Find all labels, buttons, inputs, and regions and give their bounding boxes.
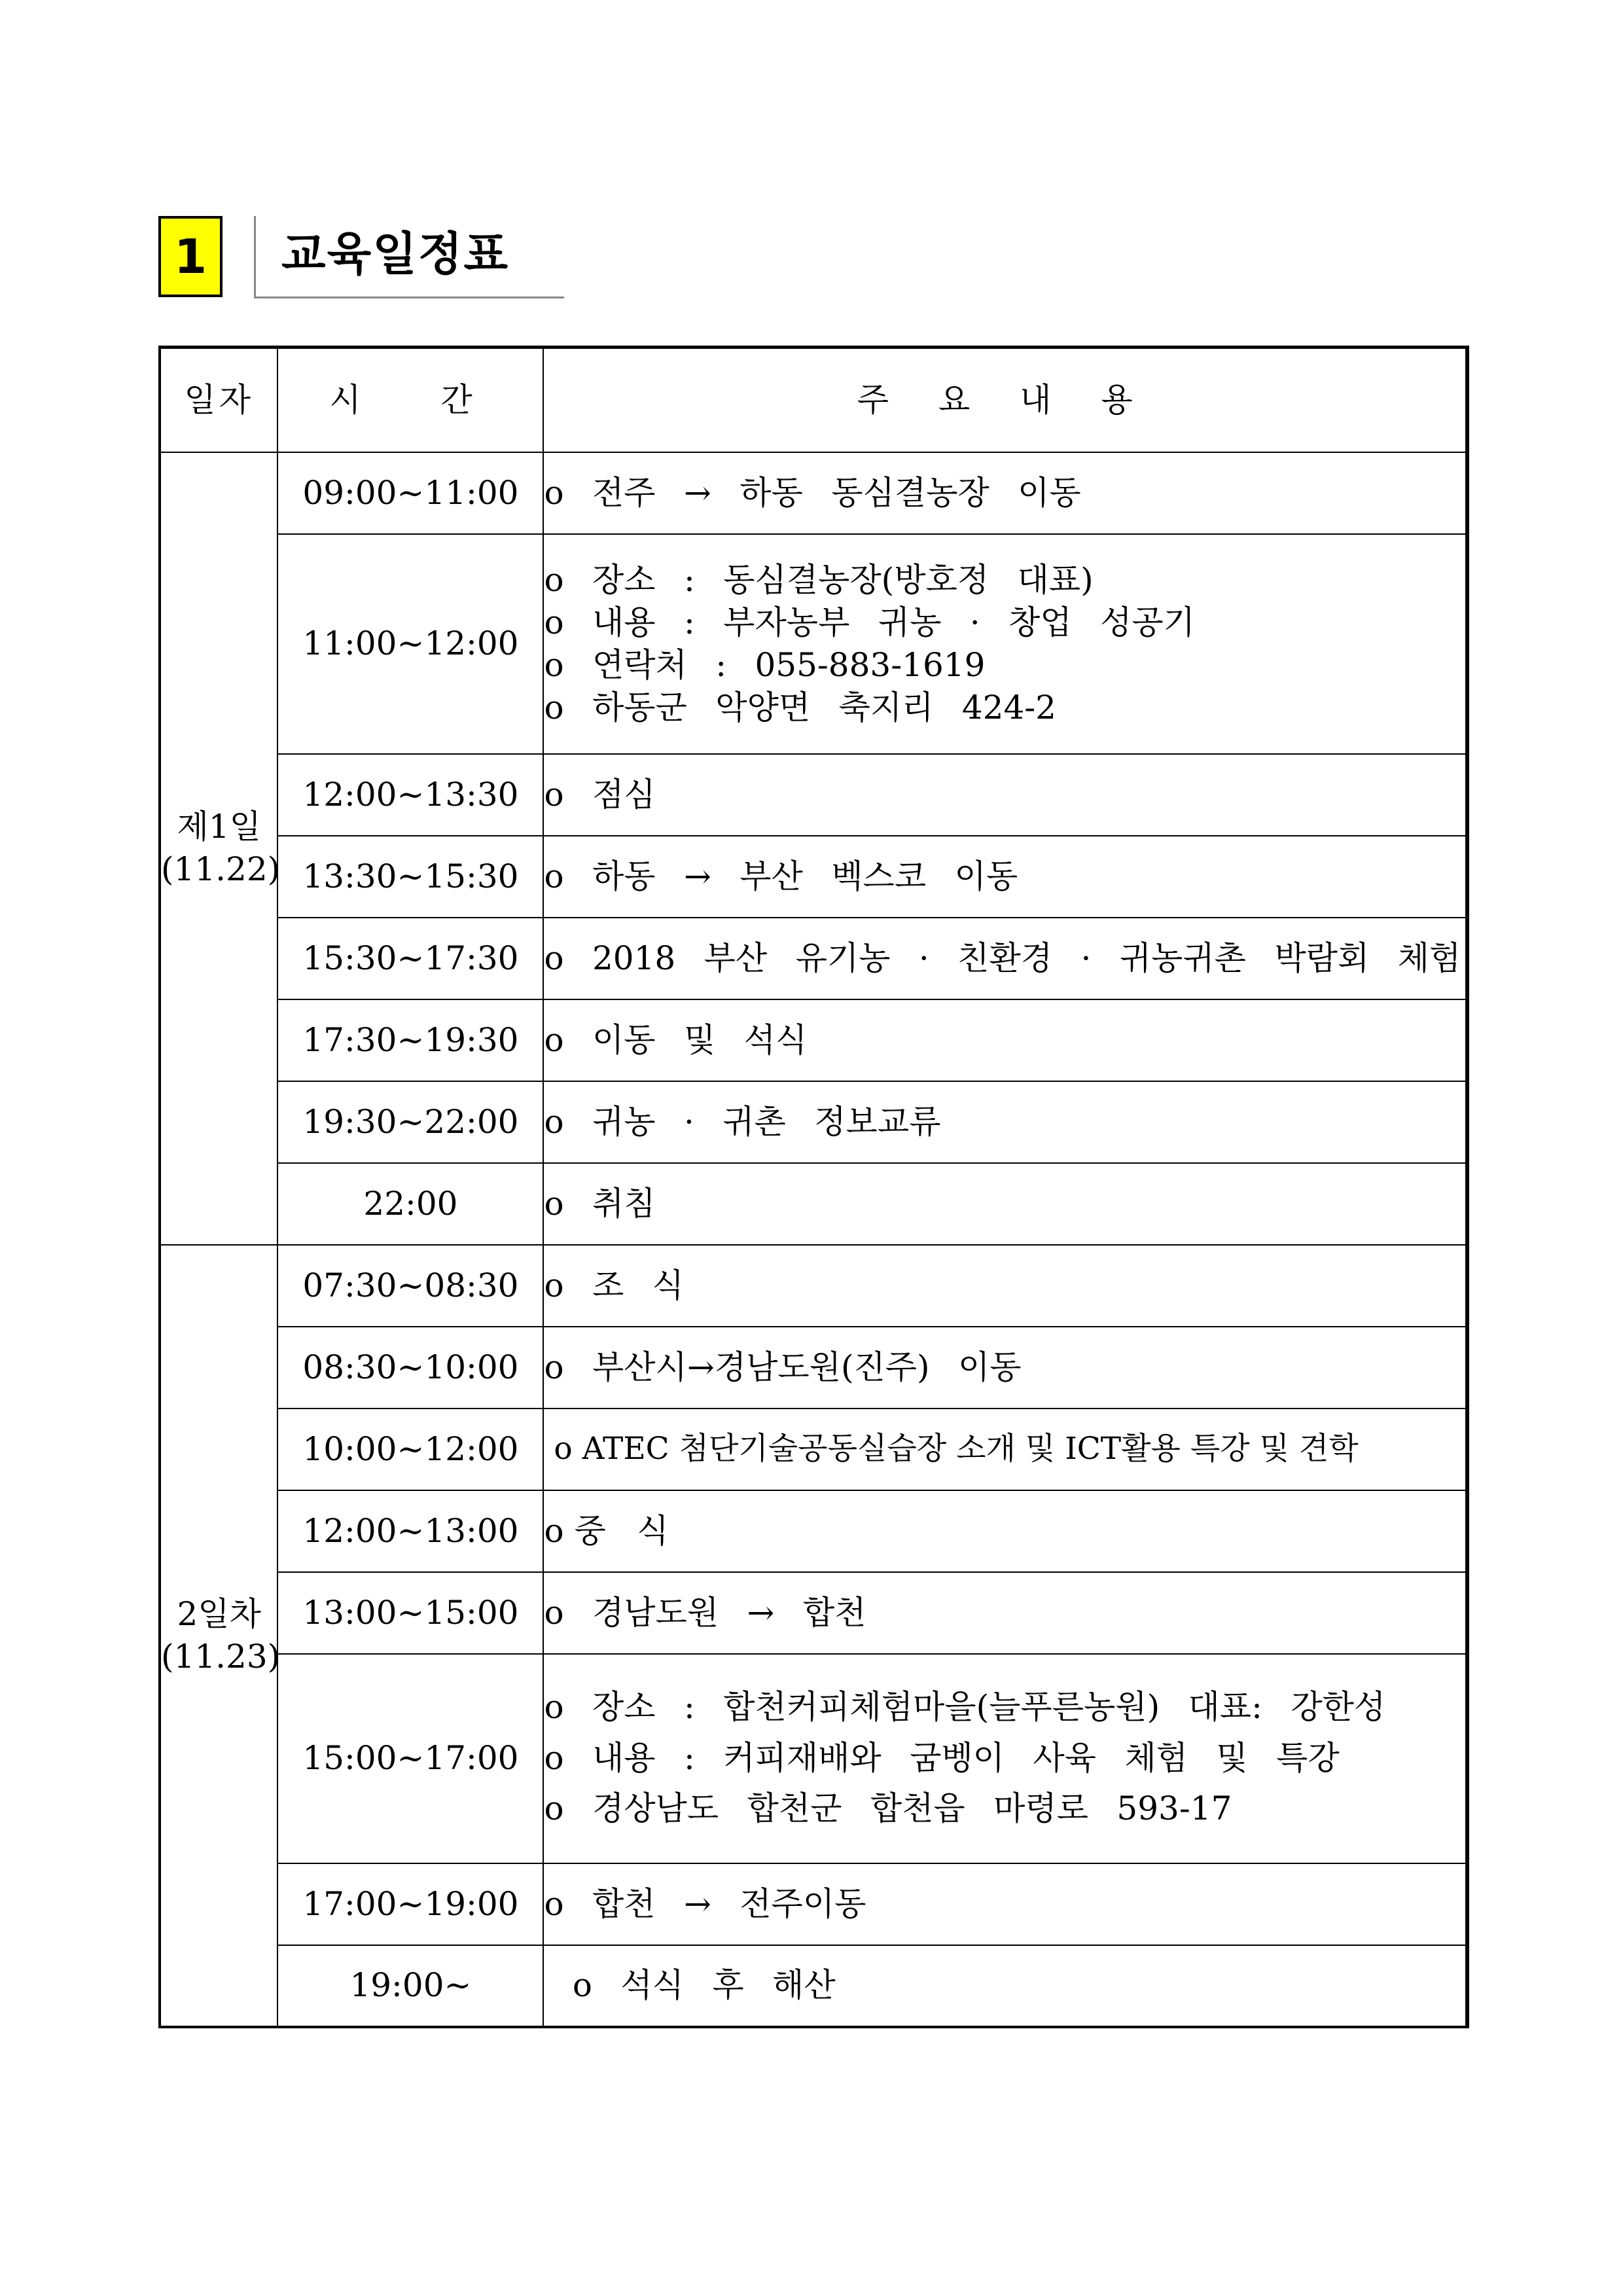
content-cell <box>543 1081 1467 1163</box>
content-line: o 경남도원 → 합천 <box>544 1593 866 1632</box>
content-line: o 점심 <box>544 775 656 814</box>
content-line: o 조 식 <box>544 1266 684 1304</box>
content-cell <box>543 1654 1467 1863</box>
table-row <box>160 452 1467 534</box>
title-underline <box>254 296 564 298</box>
table-row <box>160 1863 1467 1945</box>
time-cell: 17:00∼19:00 <box>277 1863 543 1945</box>
content-line: o 취침 <box>544 1184 656 1223</box>
content-line: o 내용 : 커피재배와 굼벵이 사육 체험 및 특강 <box>544 1738 1340 1777</box>
section-number-box: 1 <box>158 216 223 297</box>
content-cell <box>543 1945 1467 2027</box>
time-cell: 13:30~15:30 <box>277 836 543 918</box>
content-line: o 중 식 <box>544 1511 669 1550</box>
day1-date: (11.22) <box>161 850 281 888</box>
content-line: o 석식 후 해산 <box>544 1966 836 2004</box>
content-cell <box>543 452 1467 534</box>
day2-date: (11.23) <box>161 1637 281 1676</box>
table-header-row <box>160 348 1467 452</box>
table-row <box>160 999 1467 1081</box>
day1-label: 제1일 <box>177 808 261 846</box>
table-row <box>160 1163 1467 1245</box>
time-cell: 09:00∼11:00 <box>277 452 543 534</box>
content-line: o 하동 → 부산 벡스코 이동 <box>544 857 1018 895</box>
time-cell: 19:30∼22:00 <box>277 1081 543 1163</box>
content-line: o 이동 및 석식 <box>544 1020 808 1059</box>
content-cell <box>543 836 1467 918</box>
header-content: 주 요 내 용 <box>543 348 1467 452</box>
header-time: 시 간 <box>277 348 543 452</box>
table-row <box>160 1327 1467 1408</box>
content-cell <box>543 534 1467 754</box>
content-line: o 경상남도 합천군 합천읍 마령로 593-17 <box>544 1789 1232 1828</box>
table-row <box>160 836 1467 918</box>
content-cell <box>543 1863 1467 1945</box>
table-row <box>160 1654 1467 1863</box>
content-line: o 2018 부산 유기농 · 친환경 · 귀농귀촌 박람회 체험 <box>544 939 1461 977</box>
content-line: o 장소 : 합천커피체험마을(늘푸른농원) 대표: 강한성 <box>544 1688 1386 1727</box>
day2-label: 2일차 <box>177 1594 261 1633</box>
content-line: o 장소 : 동심결농장(방호정 대표) <box>544 560 1094 599</box>
content-cell <box>543 1572 1467 1654</box>
content-line: o 귀농 · 귀촌 정보교류 <box>544 1102 941 1141</box>
content-cell <box>543 754 1467 836</box>
title-divider-vertical <box>254 216 256 298</box>
time-cell: 10:00∼12:00 <box>277 1408 543 1490</box>
content-line: o 전주 → 하동 동심결농장 이동 <box>544 473 1081 512</box>
table-row <box>160 1081 1467 1163</box>
table-row <box>160 1245 1467 1327</box>
header-date: 일자 <box>160 348 277 452</box>
time-cell: 19:00∼ <box>277 1945 543 2027</box>
content-cell <box>543 1408 1467 1490</box>
time-cell: 11:00~12:00 <box>277 534 543 754</box>
content-line: o 합천 → 전주이동 <box>544 1884 866 1923</box>
day1-cell <box>160 452 281 1245</box>
time-cell: 12:00∼13:00 <box>277 1490 543 1572</box>
time-cell: 12:00~13:30 <box>277 754 543 836</box>
time-cell: 13:00∼15:00 <box>277 1572 543 1654</box>
content-cell <box>543 1163 1467 1245</box>
content-cell <box>543 1490 1467 1572</box>
time-cell: 08:30∼10:00 <box>277 1327 543 1408</box>
content-cell <box>543 1327 1467 1408</box>
content-cell <box>543 918 1467 999</box>
day2-cell <box>160 1245 281 2027</box>
table-row <box>160 1490 1467 1572</box>
time-cell: 15:00∼17:00 <box>277 1654 543 1863</box>
schedule-table <box>158 346 1469 2028</box>
page-title: 교육일정표 <box>281 227 510 281</box>
content-line: o 하동군 악양면 축지리 424-2 <box>544 688 1056 726</box>
time-cell: 15:30∼17:30 <box>277 918 543 999</box>
table-row <box>160 1408 1467 1490</box>
table-row <box>160 534 1467 754</box>
time-cell: 17:30∼19:30 <box>277 999 543 1081</box>
content-line: o ATEC 첨단기술공동실습장 소개 및 ICT활용 특강 및 견학 <box>544 1431 1359 1467</box>
table-row <box>160 754 1467 836</box>
table-row <box>160 1945 1467 2027</box>
content-line: o 내용 : 부자농부 귀농 · 창업 성공기 <box>544 603 1195 641</box>
content-cell <box>543 1245 1467 1327</box>
time-cell: 22:00 <box>277 1163 543 1245</box>
content-cell <box>543 999 1467 1081</box>
table-row <box>160 918 1467 999</box>
time-cell: 07:30∼08:30 <box>277 1245 543 1327</box>
table-row <box>160 1572 1467 1654</box>
content-line: o 부산시→경남도원(진주) 이동 <box>544 1348 1022 1386</box>
content-line: o 연락처 : 055-883-1619 <box>544 645 986 684</box>
